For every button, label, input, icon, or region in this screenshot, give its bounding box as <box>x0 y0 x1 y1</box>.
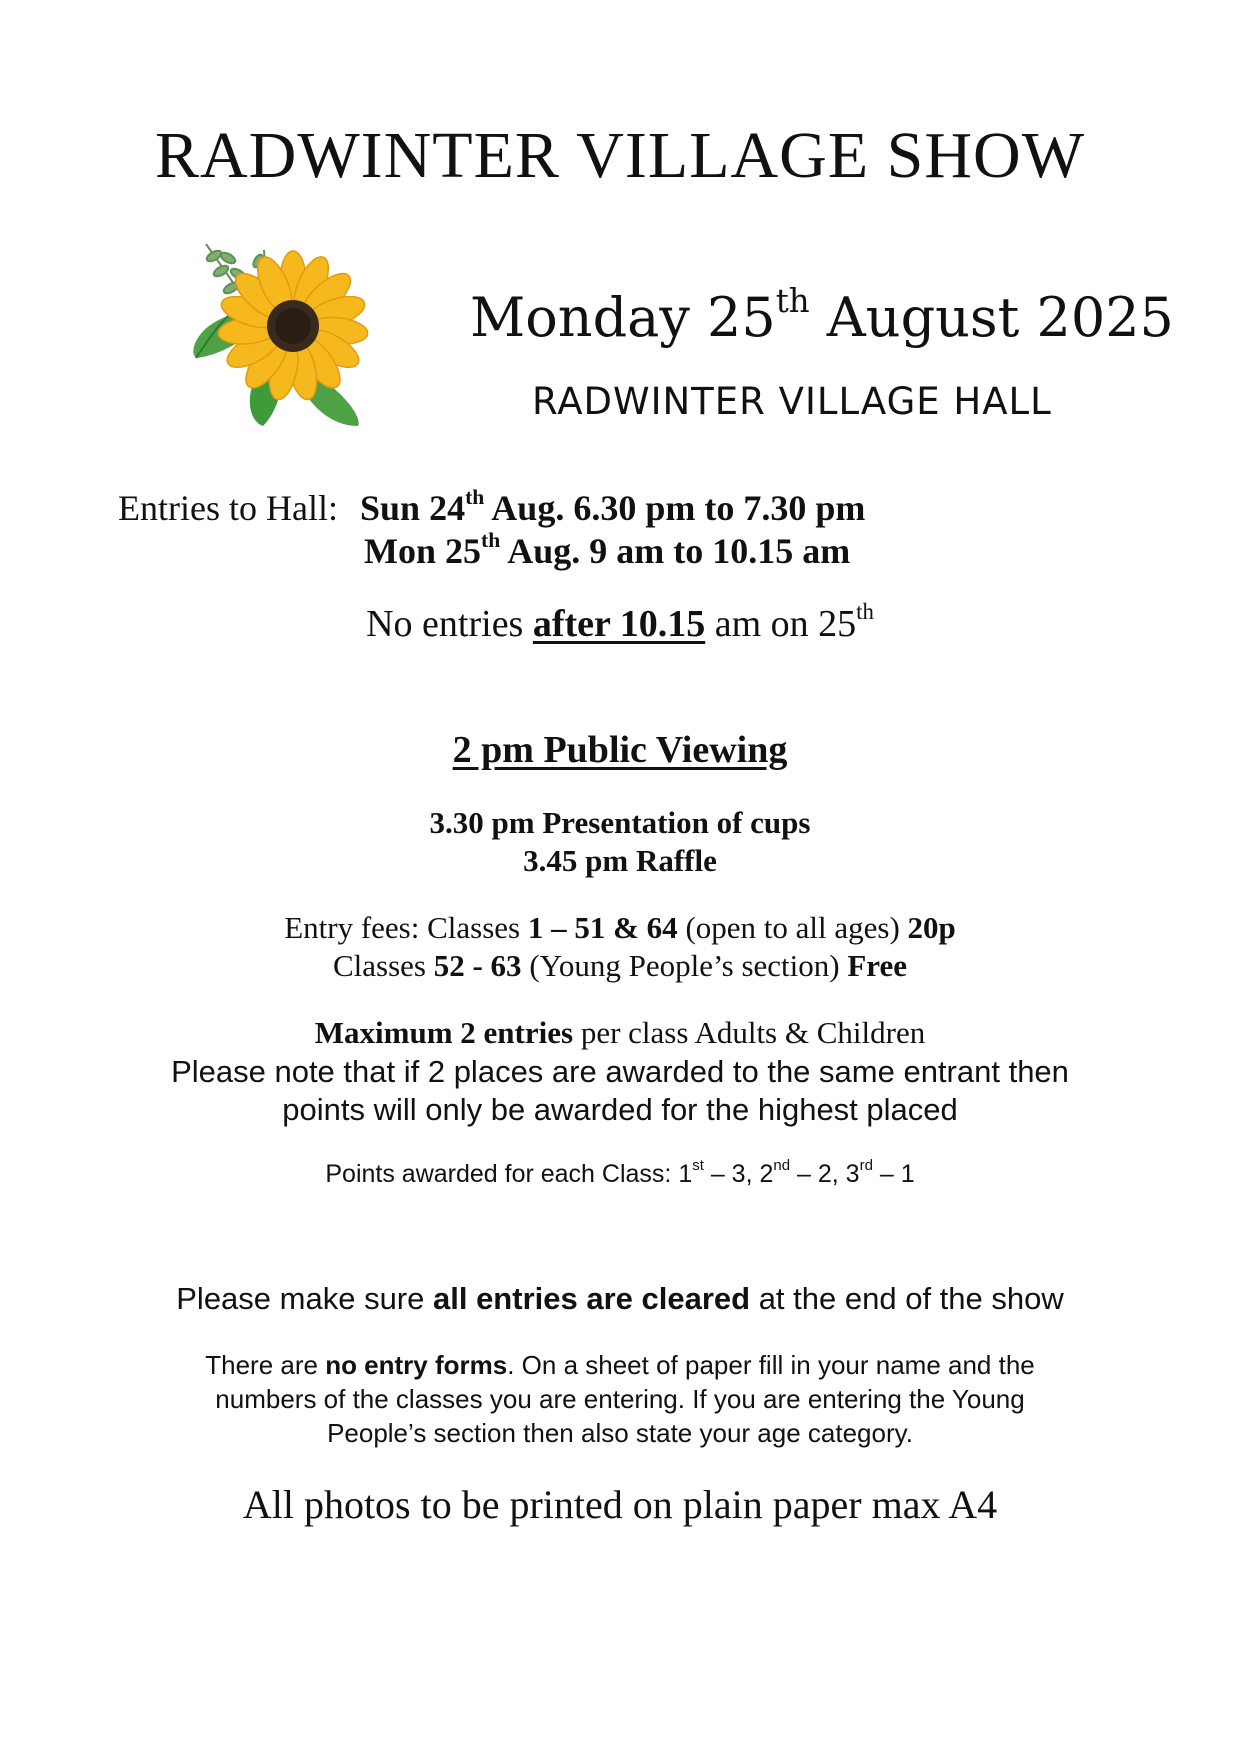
entry-forms-line-2: numbers of the classes you are entering. If you are entering the Young <box>215 1384 1025 1414</box>
page-title: RADWINTER VILLAGE SHOW <box>155 119 1085 192</box>
sunflower-illustration <box>188 236 398 436</box>
entry-forms-line-3: People’s section then also state your age category. <box>327 1418 913 1448</box>
placing-note-line-1: Please note that if 2 places are awarded to the same entrant then <box>171 1054 1069 1089</box>
venue-name: RADWINTER VILLAGE HALL <box>532 380 1052 423</box>
entry-deadline: No entries after 10.15 am on 25th <box>366 598 874 645</box>
event-date: Monday 25th August 2025 <box>470 282 1174 349</box>
placing-note-line-2: points will only be awarded for the highest placed <box>282 1092 958 1127</box>
clear-entries-notice: Please make sure all entries are cleared at the end of the show <box>176 1281 1064 1316</box>
entries-sunday: Sun 24th Aug. 6.30 pm to 7.30 pm <box>360 484 866 528</box>
photos-rule: All photos to be printed on plain paper max A4 <box>242 1482 998 1527</box>
entry-forms-line-1: There are no entry forms. On a sheet of paper fill in your name and the <box>205 1350 1035 1380</box>
entry-fees-line-1: Entry fees: Classes 1 – 51 & 64 (open to all ages) 20p <box>284 910 956 945</box>
public-viewing-time: 2 pm Public Viewing <box>452 729 788 771</box>
max-entries-rule: Maximum 2 entries per class Adults & Children <box>314 1015 926 1050</box>
entry-fees-line-2: Classes 52 - 63 (Young People’s section) Free <box>332 948 908 983</box>
raffle-time: 3.45 pm Raffle <box>523 843 717 878</box>
points-scheme: Points awarded for each Class: 1st – 3, 2nd – 2, 3rd – 1 <box>325 1157 915 1188</box>
entries-label: Entries to Hall: <box>118 488 338 528</box>
cups-presentation-time: 3.30 pm Presentation of cups <box>429 805 811 840</box>
entries-monday: Mon 25th Aug. 9 am to 10.15 am <box>364 527 851 571</box>
